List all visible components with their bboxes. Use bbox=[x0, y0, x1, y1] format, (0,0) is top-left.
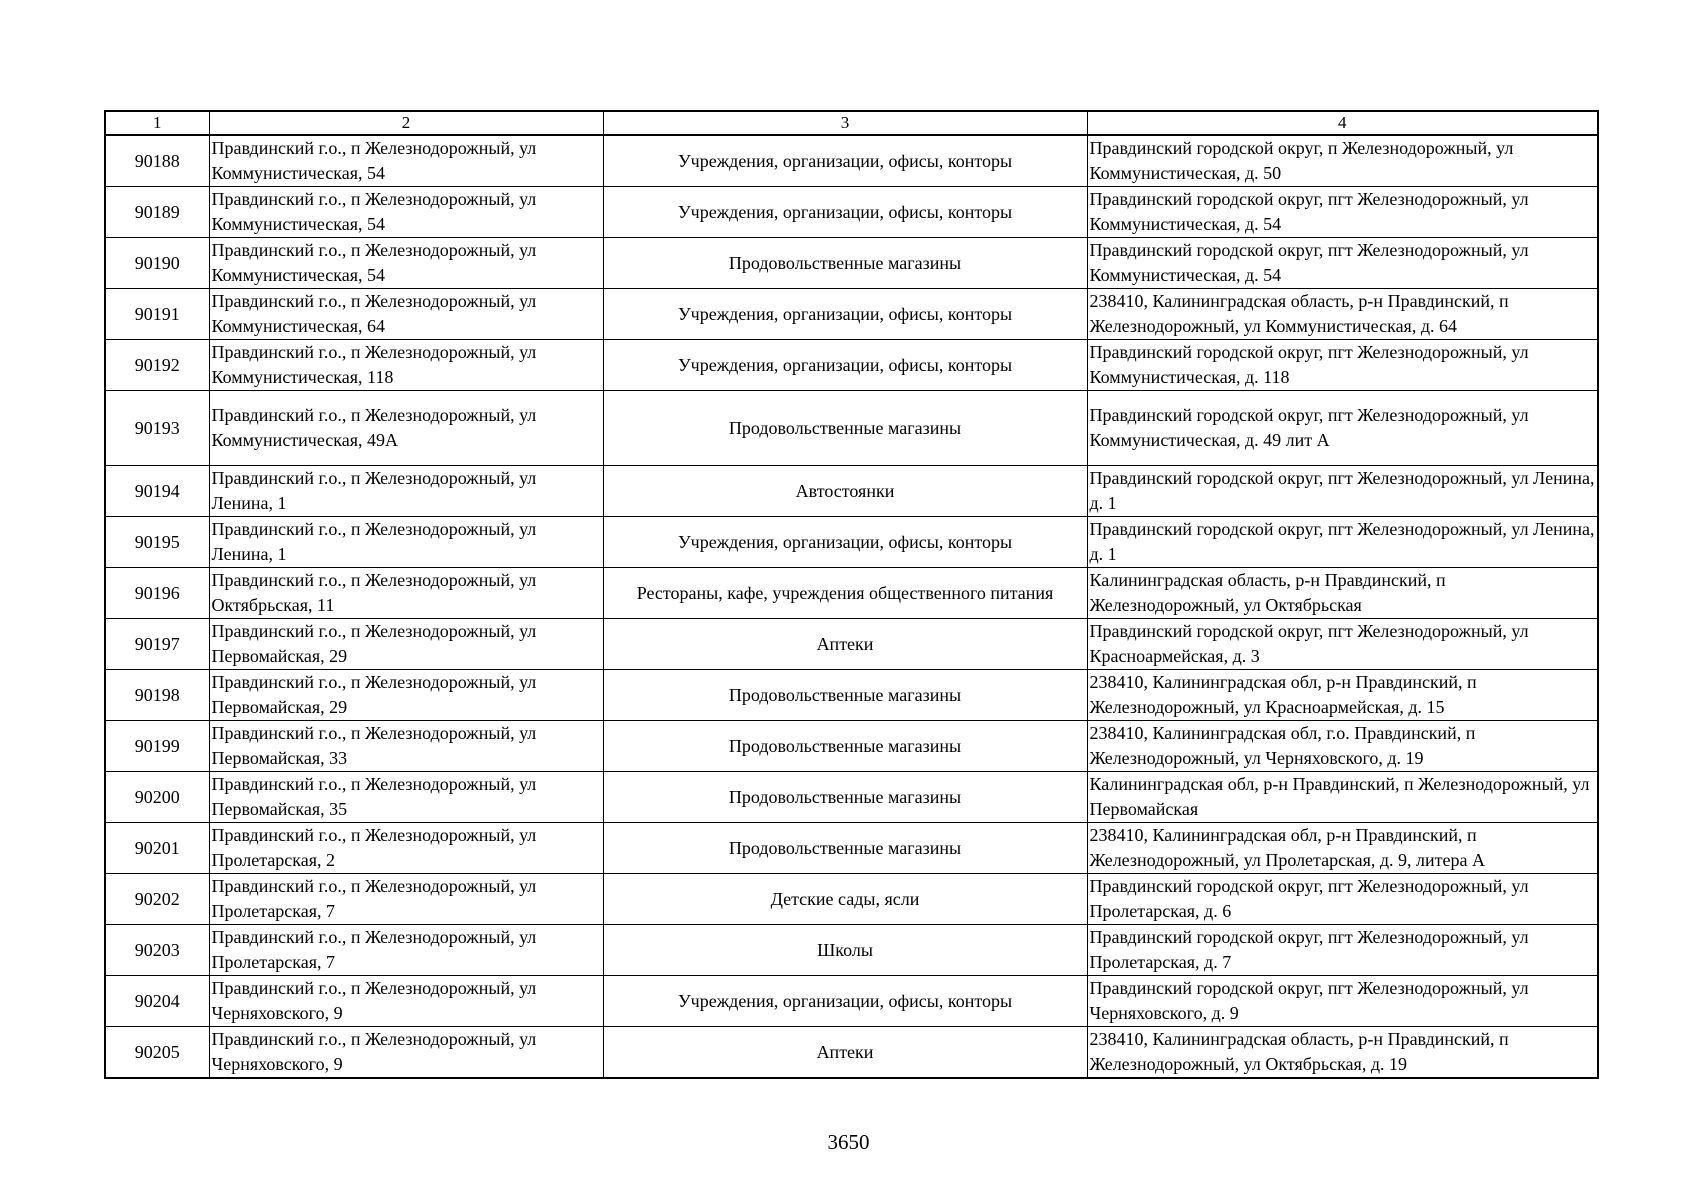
row-category: Автостоянки bbox=[603, 466, 1087, 517]
row-category: Рестораны, кафе, учреждения общественного питания bbox=[603, 568, 1087, 619]
row-id: 90189 bbox=[105, 187, 209, 238]
table-row bbox=[105, 187, 1598, 238]
row-full-address: Правдинский городской округ, пгт Железнодорожный, ул Ленина, д. 1 bbox=[1087, 517, 1598, 568]
row-address: Правдинский г.о., п Железнодорожный, ул Ленина, 1 bbox=[209, 517, 603, 568]
page-number: 3650 bbox=[827, 1130, 870, 1154]
table-row bbox=[105, 670, 1598, 721]
row-address: Правдинский г.о., п Железнодорожный, ул Коммунистическая, 54 bbox=[209, 187, 603, 238]
row-id: 90191 bbox=[105, 289, 209, 340]
row-id: 90196 bbox=[105, 568, 209, 619]
row-id: 90194 bbox=[105, 466, 209, 517]
row-address: Правдинский г.о., п Железнодорожный, ул Коммунистическая, 54 bbox=[209, 135, 603, 187]
row-id: 90205 bbox=[105, 1027, 209, 1079]
row-address: Правдинский г.о., п Железнодорожный, ул Черняховского, 9 bbox=[209, 1027, 603, 1079]
table-row bbox=[105, 619, 1598, 670]
column-header: 4 bbox=[1087, 111, 1598, 135]
row-id: 90201 bbox=[105, 823, 209, 874]
row-full-address: 238410, Калининградская область, р-н Правдинский, п Железнодорожный, ул Коммунистическая, д. 64 bbox=[1087, 289, 1598, 340]
table-row bbox=[105, 289, 1598, 340]
row-full-address: 238410, Калининградская обл, р-н Правдинский, п Железнодорожный, ул Пролетарская, д. 9, литера А bbox=[1087, 823, 1598, 874]
row-full-address: Калининградская обл, р-н Правдинский, п Железнодорожный, ул Первомайская bbox=[1087, 772, 1598, 823]
table-row bbox=[105, 925, 1598, 976]
row-id: 90202 bbox=[105, 874, 209, 925]
column-header: 1 bbox=[105, 111, 209, 135]
row-category: Учреждения, организации, офисы, конторы bbox=[603, 289, 1087, 340]
row-category: Учреждения, организации, офисы, конторы bbox=[603, 135, 1087, 187]
row-category: Продовольственные магазины bbox=[603, 772, 1087, 823]
row-category: Учреждения, организации, офисы, конторы bbox=[603, 517, 1087, 568]
row-id: 90197 bbox=[105, 619, 209, 670]
table-row bbox=[105, 517, 1598, 568]
row-category: Школы bbox=[603, 925, 1087, 976]
table-row bbox=[105, 568, 1598, 619]
row-address: Правдинский г.о., п Железнодорожный, ул Коммунистическая, 49А bbox=[209, 391, 603, 466]
row-address: Правдинский г.о., п Железнодорожный, ул Пролетарская, 2 bbox=[209, 823, 603, 874]
row-full-address: 238410, Калининградская обл, р-н Правдинский, п Железнодорожный, ул Красноармейская, д. 15 bbox=[1087, 670, 1598, 721]
row-address: Правдинский г.о., п Железнодорожный, ул Первомайская, 29 bbox=[209, 619, 603, 670]
row-address: Правдинский г.о., п Железнодорожный, ул Коммунистическая, 118 bbox=[209, 340, 603, 391]
table-row bbox=[105, 238, 1598, 289]
row-full-address: Правдинский городской округ, пгт Железнодорожный, ул Коммунистическая, д. 54 bbox=[1087, 238, 1598, 289]
row-full-address: Калининградская область, р-н Правдинский, п Железнодорожный, ул Октябрьская bbox=[1087, 568, 1598, 619]
row-address: Правдинский г.о., п Железнодорожный, ул Пролетарская, 7 bbox=[209, 874, 603, 925]
row-full-address: Правдинский городской округ, пгт Железнодорожный, ул Коммунистическая, д. 118 bbox=[1087, 340, 1598, 391]
row-address: Правдинский г.о., п Железнодорожный, ул Первомайская, 29 bbox=[209, 670, 603, 721]
row-full-address: 238410, Калининградская область, р-н Правдинский, п Железнодорожный, ул Октябрьская, д. 19 bbox=[1087, 1027, 1598, 1079]
table-row bbox=[105, 135, 1598, 187]
row-full-address: Правдинский городской округ, пгт Железнодорожный, ул Пролетарская, д. 7 bbox=[1087, 925, 1598, 976]
row-category: Продовольственные магазины bbox=[603, 238, 1087, 289]
row-id: 90204 bbox=[105, 976, 209, 1027]
row-id: 90203 bbox=[105, 925, 209, 976]
row-full-address: Правдинский городской округ, п Железнодорожный, ул Коммунистическая, д. 50 bbox=[1087, 135, 1598, 187]
row-id: 90199 bbox=[105, 721, 209, 772]
table-row bbox=[105, 466, 1598, 517]
row-full-address: 238410, Калининградская обл, г.о. Правдинский, п Железнодорожный, ул Черняховского, д. 19 bbox=[1087, 721, 1598, 772]
row-category: Аптеки bbox=[603, 1027, 1087, 1079]
row-address: Правдинский г.о., п Железнодорожный, ул Ленина, 1 bbox=[209, 466, 603, 517]
table-header-row bbox=[105, 111, 1598, 135]
row-address: Правдинский г.о., п Железнодорожный, ул Октябрьская, 11 bbox=[209, 568, 603, 619]
row-id: 90192 bbox=[105, 340, 209, 391]
table-row bbox=[105, 874, 1598, 925]
row-category: Учреждения, организации, офисы, конторы bbox=[603, 976, 1087, 1027]
row-address: Правдинский г.о., п Железнодорожный, ул Черняховского, 9 bbox=[209, 976, 603, 1027]
table-row bbox=[105, 976, 1598, 1027]
row-address: Правдинский г.о., п Железнодорожный, ул Первомайская, 33 bbox=[209, 721, 603, 772]
row-category: Продовольственные магазины bbox=[603, 721, 1087, 772]
row-full-address: Правдинский городской округ, пгт Железнодорожный, ул Красноармейская, д. 3 bbox=[1087, 619, 1598, 670]
row-id: 90200 bbox=[105, 772, 209, 823]
table-row bbox=[105, 721, 1598, 772]
row-address: Правдинский г.о., п Железнодорожный, ул Коммунистическая, 54 bbox=[209, 238, 603, 289]
row-category: Продовольственные магазины bbox=[603, 823, 1087, 874]
row-full-address: Правдинский городской округ, пгт Железнодорожный, ул Ленина, д. 1 bbox=[1087, 466, 1598, 517]
table-row bbox=[105, 823, 1598, 874]
row-full-address: Правдинский городской округ, пгт Железнодорожный, ул Коммунистическая, д. 54 bbox=[1087, 187, 1598, 238]
row-full-address: Правдинский городской округ, пгт Железнодорожный, ул Коммунистическая, д. 49 лит А bbox=[1087, 391, 1598, 466]
table-row bbox=[105, 391, 1598, 466]
data-table bbox=[104, 110, 1599, 1079]
row-full-address: Правдинский городской округ, пгт Железнодорожный, ул Черняховского, д. 9 bbox=[1087, 976, 1598, 1027]
row-address: Правдинский г.о., п Железнодорожный, ул Первомайская, 35 bbox=[209, 772, 603, 823]
row-address: Правдинский г.о., п Железнодорожный, ул Коммунистическая, 64 bbox=[209, 289, 603, 340]
table-row bbox=[105, 772, 1598, 823]
table-row bbox=[105, 340, 1598, 391]
row-category: Аптеки bbox=[603, 619, 1087, 670]
row-id: 90193 bbox=[105, 391, 209, 466]
row-category: Учреждения, организации, офисы, конторы bbox=[603, 340, 1087, 391]
column-header: 3 bbox=[603, 111, 1087, 135]
row-id: 90195 bbox=[105, 517, 209, 568]
column-header: 2 bbox=[209, 111, 603, 135]
row-category: Учреждения, организации, офисы, конторы bbox=[603, 187, 1087, 238]
table-row bbox=[105, 1027, 1598, 1079]
row-category: Детские сады, ясли bbox=[603, 874, 1087, 925]
row-address: Правдинский г.о., п Железнодорожный, ул Пролетарская, 7 bbox=[209, 925, 603, 976]
row-id: 90188 bbox=[105, 135, 209, 187]
row-category: Продовольственные магазины bbox=[603, 670, 1087, 721]
row-id: 90198 bbox=[105, 670, 209, 721]
row-full-address: Правдинский городской округ, пгт Железнодорожный, ул Пролетарская, д. 6 bbox=[1087, 874, 1598, 925]
row-id: 90190 bbox=[105, 238, 209, 289]
row-category: Продовольственные магазины bbox=[603, 391, 1087, 466]
